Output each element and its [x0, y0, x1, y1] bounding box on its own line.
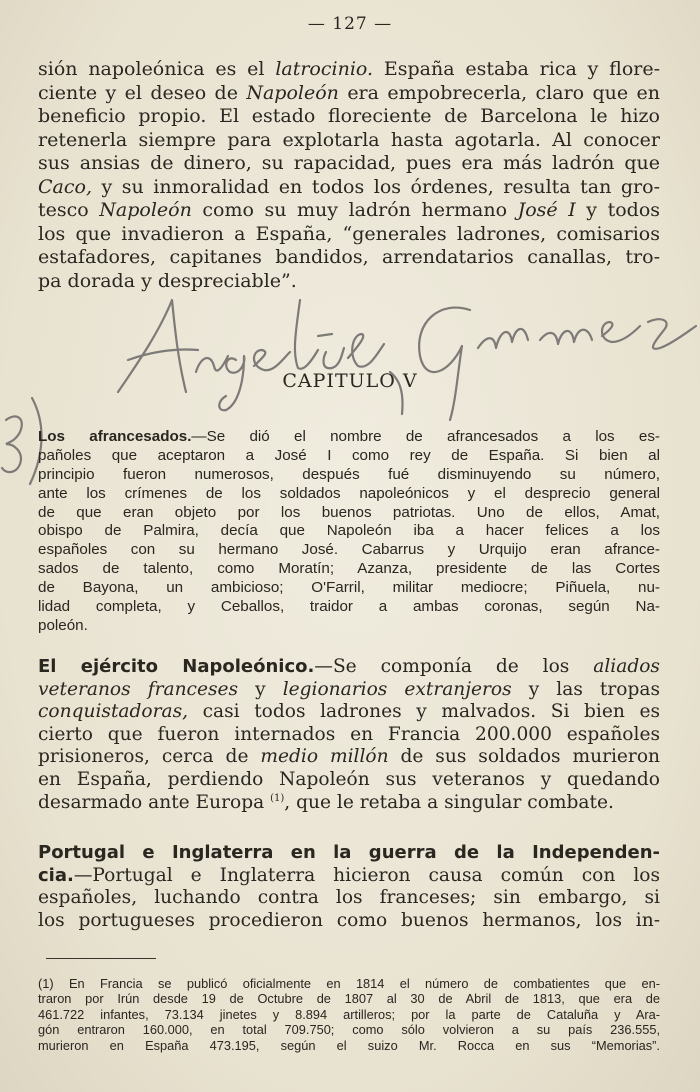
text-run: y todos	[575, 199, 661, 221]
paragraph-intro	[38, 58, 660, 293]
text-run: los portugueses procedieron como buenos hermanos, los in-	[38, 909, 660, 931]
p1-line	[38, 58, 660, 82]
italic-text: Napoleón	[246, 81, 339, 104]
p4-line	[38, 865, 660, 888]
italic-text: veteranos franceses	[38, 678, 239, 700]
text-run: los que invadieron a España, “generales ladrones, comisarios	[38, 222, 660, 245]
text-run: era empobrecerla, claro que en	[338, 81, 661, 104]
italic-text: Napoleón	[99, 199, 192, 221]
text-run: España estaba rica y flore-	[373, 58, 661, 80]
paragraph-ejercito	[38, 656, 660, 814]
text-run: y las tropas	[511, 678, 660, 700]
footnote	[38, 976, 660, 1053]
p2-line	[38, 485, 660, 504]
p3-line	[38, 679, 660, 702]
p1-line	[38, 246, 660, 270]
text-run: beneficio propio. El estado floreciente de Barcelona le hizo	[38, 105, 660, 127]
p1-line	[38, 199, 660, 223]
text-run: ciente y el deseo de	[38, 81, 247, 104]
p4-line	[38, 842, 660, 865]
italic-text: conquistadoras,	[38, 701, 189, 723]
section-heading: El ejército Napoleónico.	[38, 656, 315, 677]
text-run: poleón.	[38, 616, 88, 634]
text-run: pañoles que aceptaron a José I como rey de España. Si bien al	[38, 446, 660, 464]
text-run: (1) En Francia se publicó oficialmente en 1814 el número de combatientes que en-	[38, 976, 660, 991]
p3-line	[38, 746, 660, 769]
text-run: lidad completa, y Ceballos, traidor a ambas coronas, según Na-	[38, 598, 660, 616]
section-heading: cia.	[38, 864, 74, 886]
text-run: murieron en España 473.195, según el suizo Mr. Rocca en sus “Memorias”.	[38, 1037, 660, 1053]
text-run: españoles con su hermano José. Cabarrus y Urquijo eran afrance-	[38, 541, 660, 559]
text-run: y	[238, 678, 283, 700]
text-run: —Se componía de los	[314, 656, 594, 677]
text-run: cierto que fueron internados en Francia 200.000 españoles	[38, 723, 660, 745]
p1-line	[38, 82, 660, 106]
text-run: gón entraron 160.000, en total 709.750; como sólo volvieron a su país 236.555,	[38, 1022, 660, 1038]
p2-line	[38, 447, 660, 466]
p2-line	[38, 504, 660, 523]
p1-line	[38, 223, 660, 247]
text-run: ante los crímenes de los soldados napoleónicos y el desprecio general	[38, 484, 660, 502]
text-run: como su muy ladrón hermano	[191, 199, 518, 221]
text-run: desarmado ante Europa	[38, 791, 271, 813]
text-run: y su inmoralidad en todos los órdenes, resulta tan gro-	[92, 175, 660, 198]
text-run: estafadores, capitanes bandidos, arrendatarios canallas, tro-	[38, 246, 660, 268]
text-run: sus ansias de dinero, su rapacidad, pues era más ladrón que	[38, 152, 660, 174]
text-run: de Bayona, un ambicioso; O'Farril, militar mediocre; Piñuela, nu-	[38, 579, 660, 597]
footnote-line	[38, 1022, 660, 1037]
italic-text: medio millón	[260, 746, 389, 768]
section-heading: Portugal e Inglaterra en la guerra de la Independen-	[38, 842, 660, 863]
chapter-title: CAPITULO V	[282, 370, 418, 392]
text-run: pa dorada y despreciable”.	[38, 269, 297, 292]
p3-line	[38, 724, 660, 747]
text-run: sión napoleónica es el	[38, 58, 276, 80]
footnote-line	[38, 1038, 660, 1053]
p3-line	[38, 656, 660, 679]
p2-line	[38, 541, 660, 560]
p2-line	[38, 579, 660, 598]
text-run: , que le retaba a singular combate.	[284, 791, 614, 813]
p2-line	[38, 522, 660, 541]
p4-line	[38, 887, 660, 910]
text-run: sados de talento, como Moratín; Azanza, presidente de las Cortes	[38, 560, 660, 578]
p3-line	[38, 769, 660, 792]
text-run: de sus soldados murieron	[388, 746, 660, 768]
p1-line	[38, 129, 660, 153]
section-heading: Los afrancesados.	[38, 428, 192, 445]
p4-line	[38, 910, 660, 933]
page-number: — 127 —	[307, 14, 393, 34]
italic-text: legionarios extranjeros	[282, 678, 512, 700]
margin-mark-handwriting	[2, 398, 42, 484]
italic-text: José I	[517, 199, 576, 221]
p1-line	[38, 152, 660, 176]
p1-line	[38, 176, 660, 200]
p2-line	[38, 428, 660, 447]
footnote-divider	[46, 958, 156, 959]
p3-line	[38, 701, 660, 724]
text-run: —Portugal e Inglaterra hicieron causa común con los	[73, 864, 660, 886]
text-run: —Se dió el nombre de afrancesados a los es-	[191, 428, 660, 445]
signature-handwriting	[118, 300, 696, 420]
footnote-ref: (1)	[270, 792, 285, 804]
p2-line	[38, 560, 660, 579]
p2-line	[38, 466, 660, 485]
text-run: 461.722 infantes, 73.134 jinetes y 8.894 artilleros; por la parte de Cataluña y Ara-	[38, 1006, 660, 1022]
p2-line	[38, 617, 660, 636]
footnote-line	[38, 1007, 660, 1022]
footnote-line	[38, 976, 660, 991]
italic-text: latrocinio.	[275, 58, 374, 80]
paragraph-afrancesados	[38, 428, 660, 636]
text-run: obispo de Palmira, decía que Napoleón iba a hacer felices a los	[38, 522, 660, 540]
p2-line	[38, 598, 660, 617]
text-run: traron por Irún desde 19 de Octubre de 1807 al 30 de Abril de 1813, que era de	[38, 991, 660, 1007]
text-run: prisioneros, cerca de	[38, 746, 261, 768]
paragraph-portugal	[38, 842, 660, 932]
footnote-line	[38, 991, 660, 1006]
p1-line	[38, 270, 660, 294]
text-run: casi todos ladrones y malvados. Si bien es	[188, 701, 660, 723]
text-run: españoles, luchando contra los franceses; sin embargo, si	[38, 887, 660, 909]
p3-line	[38, 792, 660, 815]
text-run: principio fueron numerosos, después fué disminuyendo su número,	[38, 465, 660, 483]
text-run: de que eran objeto por los buenos patriotas. Uno de ellos, Amat,	[38, 503, 660, 521]
text-run: tesco	[38, 199, 100, 221]
italic-text: Caco,	[38, 175, 92, 198]
p1-line	[38, 105, 660, 129]
text-run: en España, perdiendo Napoleón sus veteranos y quedando	[38, 768, 660, 790]
text-run: retenerla siempre para explotarla hasta agotarla. Al conocer	[38, 128, 660, 151]
italic-text: aliados	[593, 656, 660, 677]
